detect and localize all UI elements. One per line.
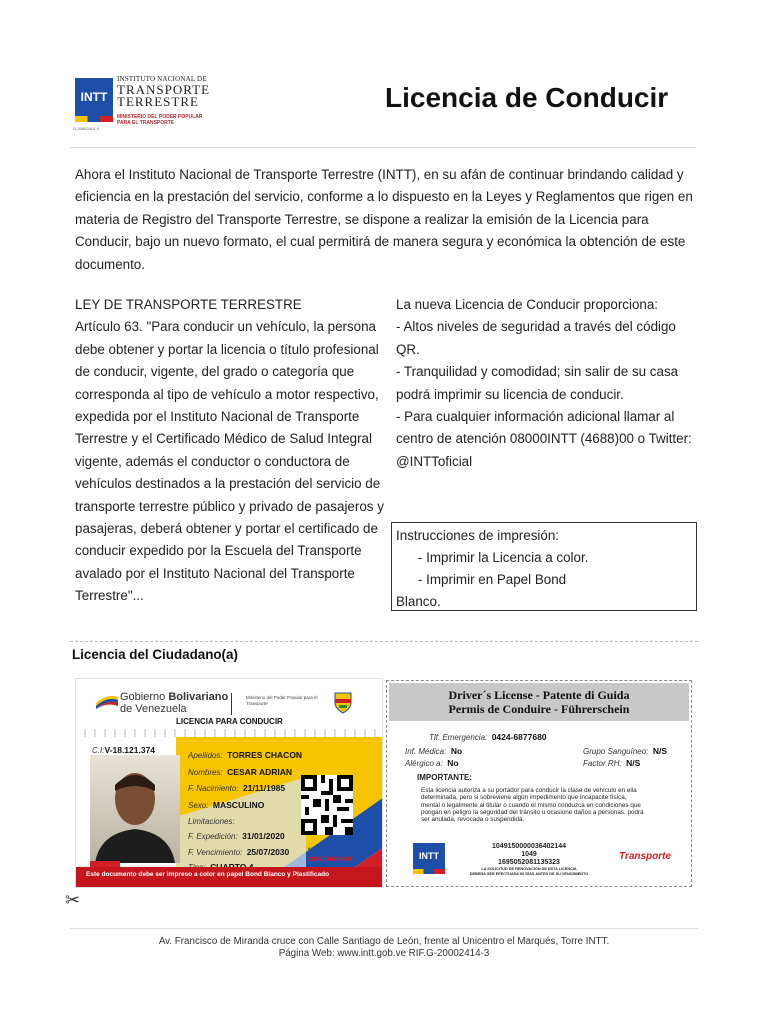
limitaciones-label: Limitaciones: (188, 817, 235, 826)
license-card-front (75, 678, 383, 888)
nacimiento-label: F. Nacimiento: (188, 784, 239, 793)
ci-field (92, 745, 155, 755)
holder-photo (90, 755, 180, 863)
apellidos-field (188, 745, 302, 763)
alergico-field (405, 753, 459, 771)
qr-code (301, 775, 353, 835)
intt-logo-box: INTT (75, 78, 113, 116)
card-footer-text: Este documento debe ser impreso a color en papel Bond Blanco y Plastificado (86, 871, 330, 878)
verification-number: 200204606480 (308, 856, 352, 863)
sexo-value: MASCULINO (212, 800, 265, 810)
info-item-contact: - Para cualquier información adicional llamar al centro de atención 08000INTT (4688)00 o Twitter: @INTToficial (396, 409, 692, 469)
emergency-label: Tlf. Emergencia: (429, 733, 488, 742)
medico-value: No (450, 746, 463, 756)
nacimiento-field (188, 778, 285, 796)
back-title2: Permis de Conduire - Führerschein (448, 702, 630, 716)
back-title1: Driver´s License - Patente di Guida (448, 688, 630, 702)
logo-line6: G-20002414-3 (73, 126, 99, 131)
gov-name-2: Bolivariano (168, 691, 229, 703)
card-band (76, 729, 383, 737)
vencimiento-value: 25/07/2030 (246, 847, 290, 857)
renew1: LA SOLICITUD DE RENOVACIÓN DE ESTA LICENCIA (481, 867, 577, 871)
code2: 1049 (521, 851, 537, 858)
rh-label: Factor RH: (583, 759, 622, 768)
transporte-logo: Transporte (619, 851, 672, 862)
rh-field (583, 753, 640, 771)
nombres-value: CESAR ADRIAN (227, 767, 292, 777)
logo-line2: TRANSPORTE (117, 82, 211, 97)
code1: 1049150000036402144 (492, 843, 566, 850)
intt-logo (73, 74, 218, 132)
law-heading: LEY DE TRANSPORTE TERRESTRE (75, 297, 302, 312)
info-section (396, 294, 696, 473)
instruction-step-paper-cont: Blanco. (396, 594, 441, 609)
gov-divider (231, 693, 232, 715)
instructions-heading: Instrucciones de impresión: (396, 528, 559, 543)
info-item-home: - Tranquilidad y comodidad; sin salir de su casa podrá imprimir su licencia de conducir. (396, 364, 679, 402)
back-codes (451, 843, 607, 877)
expedicion-label: F. Expedición: (188, 832, 238, 841)
nacimiento-value: 21/11/1985 (243, 783, 286, 793)
gov-name (120, 691, 228, 703)
license-card-back (386, 680, 692, 887)
coat-of-arms-icon (333, 691, 353, 715)
instruction-step-paper: - Imprimir en Papel Bond (418, 572, 567, 587)
header-divider (70, 147, 696, 148)
nombres-label: Nombres: (188, 768, 223, 777)
law-section (75, 294, 385, 608)
sexo-label: Sexo: (188, 801, 209, 810)
alergico-label: Alérgico a: (405, 759, 443, 768)
intt-back-logo (413, 843, 445, 877)
renew2: DEBERÁ SER EFECTUADA 60 DÍAS ANTES DE SU VENCIMIENTO (469, 872, 589, 876)
rh-value: N/S (626, 758, 641, 768)
footer-web: Página Web: www.intt.gob.ve RIF.G-20002414-3 (278, 948, 490, 959)
logo-line4: MINISTERIO DEL PODER POPULAR (117, 114, 203, 120)
vencimiento-label: F. Vencimiento: (188, 848, 243, 857)
ministry-name: Ministerio del Poder Popular para el Transporte (246, 695, 318, 706)
info-item-qr: - Altos niveles de seguridad a través del código QR. (396, 319, 676, 357)
intt-back-flag (413, 869, 445, 874)
grupo-label: Grupo Sanguíneo: (583, 747, 649, 756)
instruction-step-color: - Imprimir la Licencia a color. (418, 550, 589, 565)
medico-label: Inf. Médica: (405, 747, 447, 756)
logo-line3: TERRESTRE (117, 94, 199, 109)
gov-name-3: de Venezuela (120, 703, 187, 715)
gov-flag-icon (96, 693, 118, 709)
alergico-value: No (447, 758, 459, 768)
apellidos-value: TORRES CHACON (227, 750, 303, 760)
gov-name-1: Gobierno (120, 691, 166, 703)
card-header: LICENCIA PARA CONDUCIR (176, 717, 283, 726)
ci-label: C.I: (92, 746, 105, 755)
scissors-icon: ✂ (65, 890, 81, 910)
emergency-value: 0424-6877680 (491, 732, 547, 742)
expedicion-value: 31/01/2020 (242, 831, 285, 841)
logo-line5: PARA EL TRANSPORTE (117, 120, 175, 126)
footer-divider (70, 928, 698, 929)
print-instructions-box (391, 522, 697, 611)
grupo-value: N/S (652, 746, 668, 756)
section-title: Licencia del Ciudadano(a) (72, 647, 238, 662)
info-heading: La nueva Licencia de Conducir proporciona: (396, 297, 659, 312)
apellidos-label: Apellidos: (188, 751, 223, 760)
section-divider (70, 641, 698, 642)
page-title: Licencia de Conducir (385, 82, 669, 113)
flag-stripe (75, 116, 113, 122)
important-text: Esta licencia autoriza a su portador para conducir la clase de vehículo en ella determinada, pero si sobreviene algún impedimento que incapacite física, mental o legalmente al titular o cuando el mismo conduzca en condiciones que pongan en peligro la seguridad del tránsito u ocasione daños a personas, podrá ser anulada, revocada o suspendida. (421, 787, 644, 824)
intro-paragraph: Ahora el Instituto Nacional de Transporte Terrestre (INTT), en su afán de continuar brindando calidad y eficiencia en la prestación del servicio, conforme a lo dispuesto en la Leyes y Reglamentos que rigen en materia de Registro del Transporte Terrestre, se dispone a realizar la emisión de la Licencia para Conducir, bajo un nuevo formato, el cual permitirá de manera segura y económica la obtención de este documento. (75, 167, 693, 272)
ci-value: V-18.121.374 (104, 745, 156, 755)
footer-address: Av. Francisco de Miranda cruce con Calle Santiago de León, frente al Unicentro el Marqués, Torre INTT. (158, 936, 610, 947)
code3: 1695052081135323 (498, 859, 560, 866)
law-text: Artículo 63. "Para conducir un vehículo, la persona debe obtener y portar la licencia o título profesional de conducir, vigente, del grado o categoría que corresponda al tipo de vehículo a motor respectivo, expedida por el Instituto Nacional de Transporte Terrestre y el Certificado Médico de Salud Integral vigente, además el conductor o conductora de vehículos destinados a la prestación del servicio de transporte terrestre público y privado de pasajeros y pasajeras, deberá obtener y portar el certificado de conducir expedido por la Escuela del Transporte avalado por el Instituto Nacional del Transporte Terrestre"... (75, 319, 384, 604)
important-heading: IMPORTANTE: (417, 773, 472, 782)
intt-back-logo-text: INTT (413, 843, 445, 869)
verification-label: Nro. de Verificación (308, 847, 369, 854)
logo-line1: INSTITUTO NACIONAL DE (117, 75, 207, 83)
